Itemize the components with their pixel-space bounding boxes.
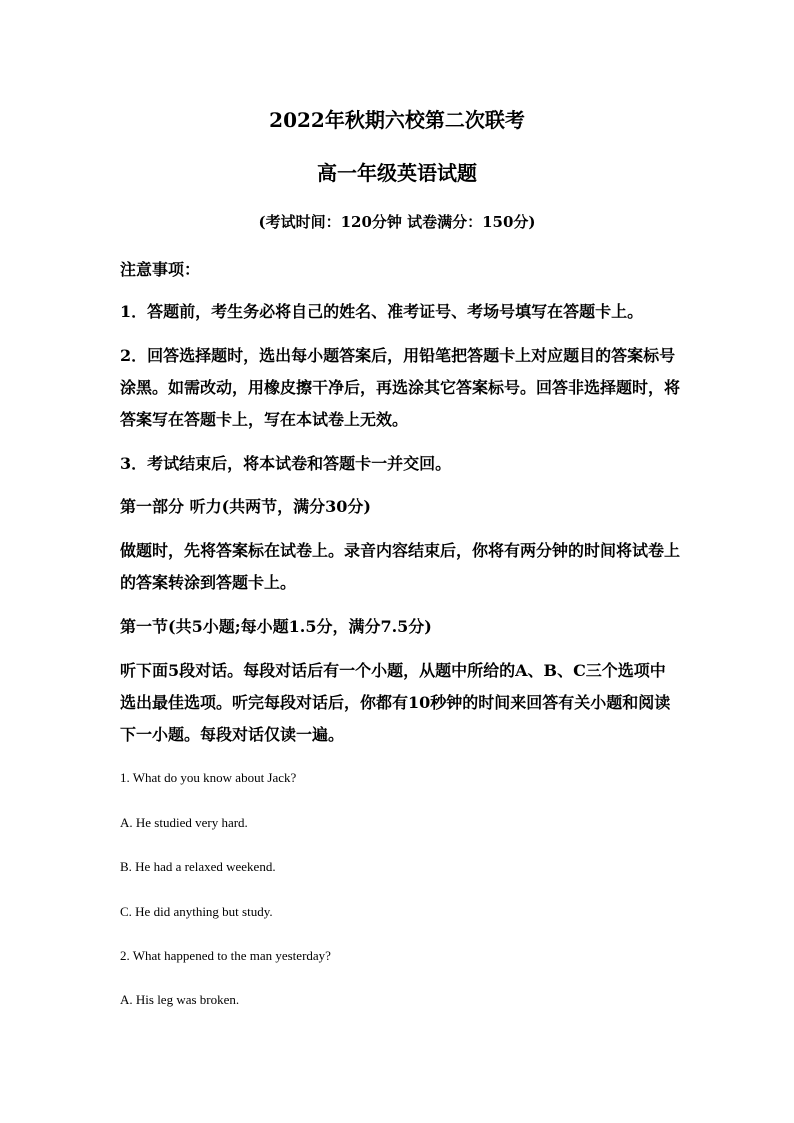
question-1-option-b: B. He had a relaxed weekend. (120, 859, 276, 874)
exam-title: 2022年秋期六校第二次联考 (269, 108, 525, 132)
notice-item-3: 3．考试结束后，将本试卷和答题卡一并交回。 (120, 454, 452, 473)
question-2-stem: 2. What happened to the man yesterday? (120, 948, 331, 963)
question-1-option-a: A. He studied very hard. (120, 815, 248, 830)
section1-heading: 第一节(共5小题;每小题1.5分，满分7.5分) (120, 617, 432, 636)
question-1-stem: 1. What do you know about Jack? (120, 770, 297, 785)
notice-item-2: 2．回答选择题时，选出每小题答案后，用铅笔把答题卡上对应题目的答案标号涂黑。如需改动，用橡皮擦干净后，再选涂其它答案标号。回答非选择题时，将答案写在答题卡上，写在本试卷上无效。 (120, 346, 681, 429)
notice-heading: 注意事项： (120, 260, 201, 279)
question-2-option-a: A. His leg was broken. (120, 992, 240, 1007)
exam-info: (考试时间：120分钟 试卷满分：150分) (258, 213, 536, 231)
section1-instructions: 听下面5段对话。每段对话后有一个小题，从题中所给的A、B、C三个选项中选出最佳选项。听完每段对话后，你都有10秒钟的时间来回答有关小题和阅读下一小题。每段对话仅读一遍。 (120, 661, 671, 744)
question-1-option-c: C. He did anything but study. (120, 904, 273, 919)
exam-subtitle: 高一年级英语试题 (317, 161, 477, 185)
notice-item-1: 1．答题前，考生务必将自己的姓名、准考证号、考场号填写在答题卡上。 (120, 302, 644, 321)
part1-instructions: 做题时，先将答案标在试卷上。录音内容结束后，你将有两分钟的时间将试卷上的答案转涂到答题卡上。 (120, 541, 681, 592)
part1-heading: 第一部分 听力(共两节，满分30分) (120, 497, 371, 516)
